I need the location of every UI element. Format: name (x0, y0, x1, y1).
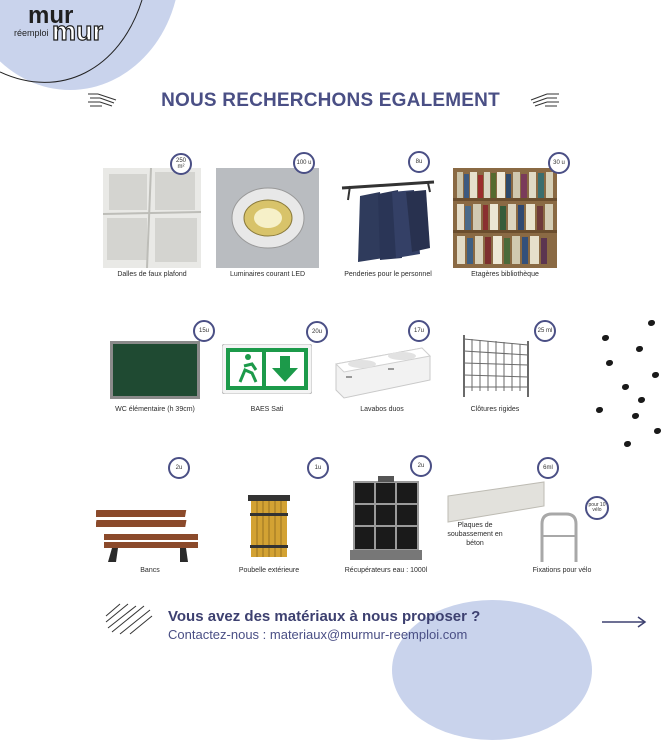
item-caption: Luminaires courant LED (229, 271, 306, 278)
item-caption: Etagères bibliothèque (471, 271, 539, 278)
clothes-rack-image (340, 178, 436, 268)
decorative-dot (622, 384, 629, 390)
decorative-dot (654, 428, 661, 434)
led-light-image (216, 168, 319, 268)
quantity-badge: 6ml (537, 457, 559, 479)
exit-sign-image (222, 344, 312, 394)
hatch-right-icon (529, 90, 561, 110)
quantity-badge: 20u (306, 321, 328, 343)
logo-reemploi: réemploi (14, 28, 49, 38)
decorative-dot (652, 372, 659, 378)
footer-question: Vous avez des matériaux à nous proposer ? (168, 608, 481, 625)
bench-image (96, 500, 202, 566)
item-caption: Penderies pour le personnel (344, 271, 432, 278)
bookshelf-image (453, 168, 557, 268)
quantity-badge: 25 ml (534, 320, 556, 342)
quantity-badge: 30 u (548, 152, 570, 174)
decorative-dot (596, 407, 603, 413)
decorative-dot (648, 320, 655, 326)
item-caption: Fixations pour vélo (532, 567, 592, 574)
item-caption: Poubelle extérieure (238, 567, 300, 574)
quantity-badge: 250 m² (170, 153, 192, 175)
ibc-tank-image (348, 474, 424, 564)
decorative-dot (602, 335, 609, 341)
decorative-dot (636, 346, 643, 352)
sinks-image (332, 340, 432, 402)
hatch-footer-icon (104, 602, 154, 636)
item-caption: Bancs (140, 567, 160, 574)
decorative-dot (632, 413, 639, 419)
quantity-badge: 100 u (293, 152, 315, 174)
ceiling-tiles-image (103, 168, 201, 268)
item-caption: Récupérateurs eau : 1000l (344, 567, 428, 574)
logo-mur-bottom: mur (52, 16, 104, 46)
quantity-badge: 15u (193, 320, 215, 342)
item-caption: Dalles de faux plafond (117, 271, 187, 278)
quantity-badge: 2u (410, 455, 432, 477)
quantity-badge: 1u (307, 457, 329, 479)
green-board-image (110, 341, 200, 399)
fence-image (460, 331, 532, 399)
item-caption: Lavabos duos (360, 406, 404, 413)
concrete-plate-image (446, 480, 546, 524)
quantity-badge: 2u (168, 457, 190, 479)
footer-contact[interactable]: Contactez-nous : materiaux@murmur-reemploi.com (168, 627, 468, 642)
trash-bin-image (246, 493, 292, 563)
item-caption: WC élémentaire (h 39cm) (115, 406, 195, 413)
decorative-dot (606, 360, 613, 366)
logo-curve-line (0, 0, 150, 100)
item-caption: BAES Sati (250, 406, 284, 413)
quantity-badge: 8u (408, 151, 430, 173)
quantity-badge: 17u (408, 320, 430, 342)
decorative-dot (624, 441, 631, 447)
item-caption: Plaques de soubassement en béton (447, 522, 503, 547)
bike-rack-image (536, 510, 582, 564)
page-title: NOUS RECHERCHONS EGALEMENT (161, 90, 500, 111)
arrow-right-icon (600, 614, 648, 630)
item-caption: Clôtures rigides (470, 406, 520, 413)
logo-mur-top: mur (28, 2, 74, 29)
decorative-dot (638, 397, 645, 403)
quantity-badge: pour 10 vélo (585, 496, 609, 520)
